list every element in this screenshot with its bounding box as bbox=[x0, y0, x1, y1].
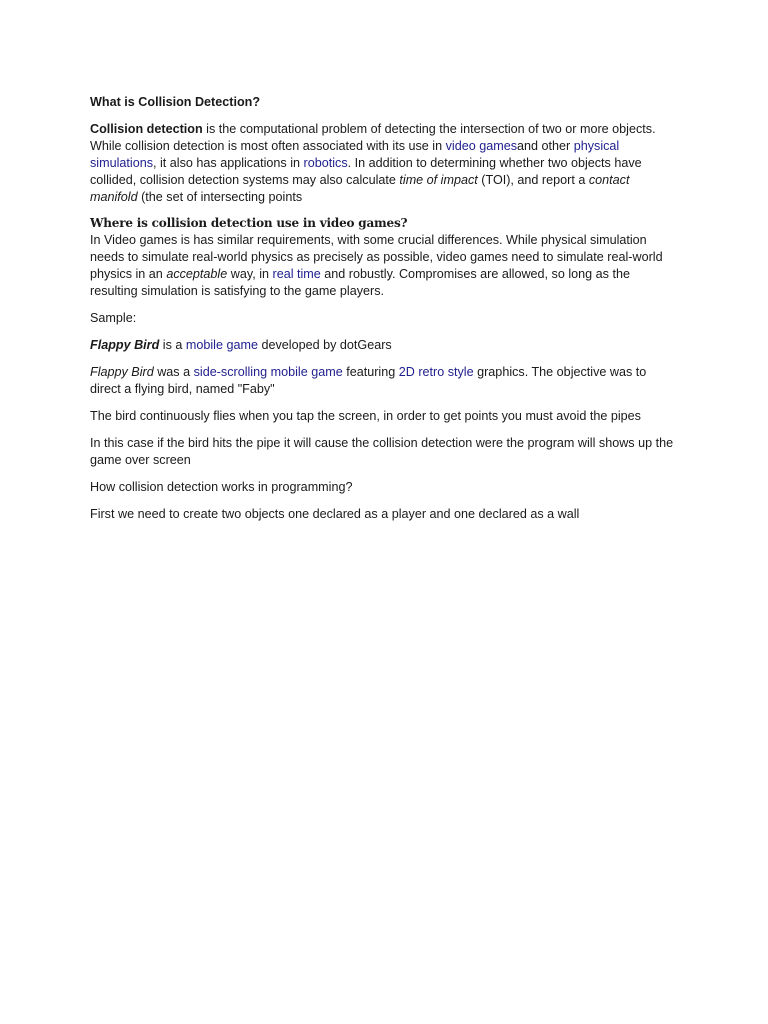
flappy-bird-intro: Flappy Bird is a mobile game developed by dotGears bbox=[90, 338, 392, 352]
bird-flies-paragraph: The bird continuously flies when you tap the screen, in order to get points you must avoid the pipes bbox=[90, 409, 641, 423]
link-2d-retro-style[interactable]: 2D retro style bbox=[398, 365, 474, 379]
section-subheading: Where is collision detection use in video games? bbox=[90, 216, 408, 230]
first-step-paragraph: First we need to create two objects one declared as a player and one declared as a wall bbox=[90, 507, 580, 521]
link-physical-simulations[interactable]: physical simulations bbox=[90, 139, 620, 170]
video-games-paragraph: In Video games is has similar requirements, with some crucial differences. While physical simulation needs to simulate real-world physics as precisely as possible, video games need to simulate real-world physics in an acceptable way, in real time and robustly. Compromises are allowed, so long as the resulting simulation is satisfying to the game players. bbox=[90, 233, 663, 298]
link-side-scrolling[interactable]: side-scrolling mobile game bbox=[193, 365, 343, 379]
link-real-time[interactable]: real time bbox=[272, 267, 321, 281]
bold-term: Collision detection bbox=[90, 122, 203, 136]
definition-paragraph: Collision detection is the computational problem of detecting the intersection of two or more objects. While collision detection is most often associated with its use in video gamesand other physical simulations, it also has applications in robotics. In addition to determining whether two objects have collided, collision detection systems may also calculate time of impact (TOI), and report a contact manifold (the set of intersecting points bbox=[90, 122, 656, 204]
link-mobile-game[interactable]: mobile game bbox=[185, 338, 258, 352]
how-it-works-question: How collision detection works in programming? bbox=[90, 480, 353, 494]
link-video-games[interactable]: video games bbox=[445, 139, 517, 153]
link-robotics[interactable]: robotics bbox=[303, 156, 348, 170]
document-title: What is Collision Detection? bbox=[90, 95, 261, 109]
sample-label: Sample: bbox=[90, 311, 137, 325]
flappy-bird-description: Flappy Bird was a side-scrolling mobile game featuring 2D retro style graphics. The objective was to direct a flying bird, named "Faby" bbox=[90, 365, 647, 396]
collision-case-paragraph: In this case if the bird hits the pipe it will cause the collision detection were the program will shows up the game over screen bbox=[90, 436, 674, 467]
